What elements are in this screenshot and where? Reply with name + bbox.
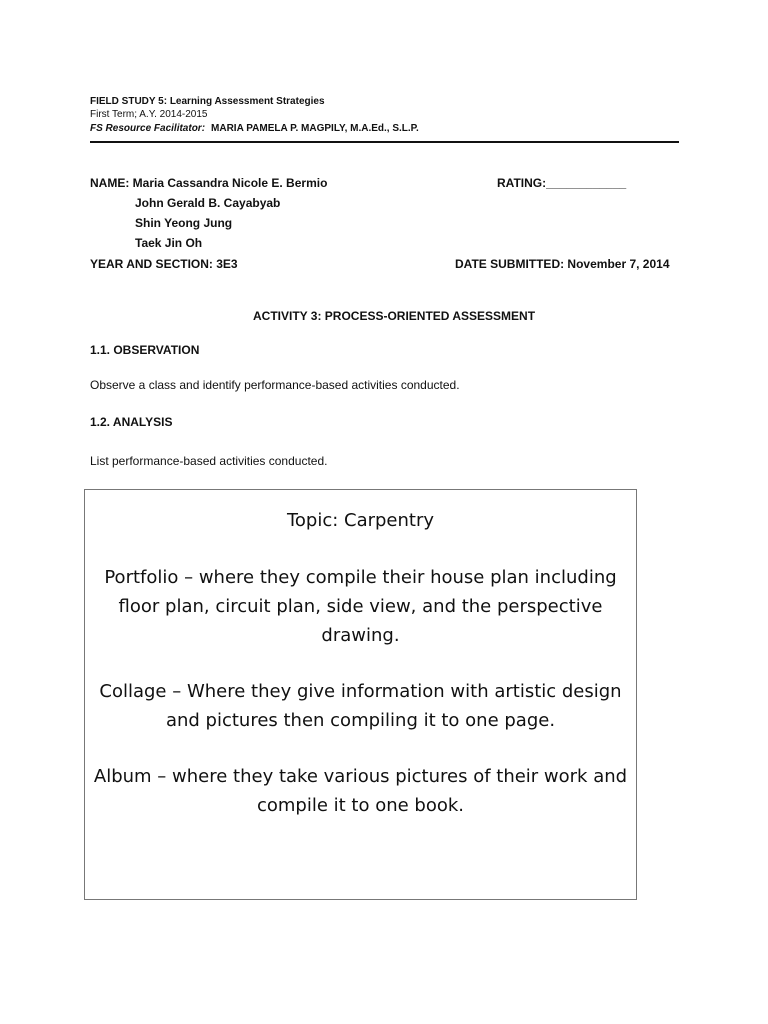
activity-item-portfolio: Portfolio – where they compile their house plan including floor plan, circuit plan, side view, and the perspective drawing. — [104, 567, 617, 646]
facilitator-label: FS Resource Facilitator: — [90, 123, 206, 134]
year-section: YEAR AND SECTION: 3E3 — [90, 257, 238, 271]
facilitator-line — [90, 122, 680, 135]
name-item: Shin Yeong Jung — [135, 216, 233, 230]
section-heading-analysis: 1.2. ANALYSIS — [90, 415, 173, 429]
rating-field: RATING:____________ — [497, 176, 627, 190]
facilitator-name: MARIA PAMELA P. MAGPILY, M.A.Ed., S.L.P. — [211, 123, 419, 134]
activity-item-collage: Collage – Where they give information with artistic design and pictures then compiling it to one page. — [99, 681, 622, 731]
answer-box — [84, 489, 637, 900]
header-divider — [90, 141, 679, 143]
activity-title: ACTIVITY 3: PROCESS-ORIENTED ASSESSMENT — [253, 309, 536, 323]
answer-box-content — [93, 506, 628, 847]
observation-instruction: Observe a class and identify performance-based activities conducted. — [90, 378, 460, 392]
activity-item-album: Album – where they take various pictures of their work and compile it to one book. — [93, 766, 628, 816]
names-list — [135, 193, 280, 253]
topic-heading: Topic: Carpentry — [286, 510, 435, 531]
name-line: NAME: Maria Cassandra Nicole E. Bermio — [90, 176, 328, 190]
name-item: John Gerald B. Cayabyab — [135, 196, 281, 210]
document-header — [90, 95, 680, 135]
term-line: First Term; A.Y. 2014-2015 — [90, 109, 208, 120]
section-heading-observation: 1.1. OBSERVATION — [90, 343, 200, 357]
name-item: Taek Jin Oh — [135, 236, 203, 250]
course-title: FIELD STUDY 5: Learning Assessment Strategies — [90, 96, 325, 107]
date-submitted: DATE SUBMITTED: November 7, 2014 — [455, 257, 670, 271]
analysis-instruction: List performance-based activities conducted. — [90, 454, 328, 468]
